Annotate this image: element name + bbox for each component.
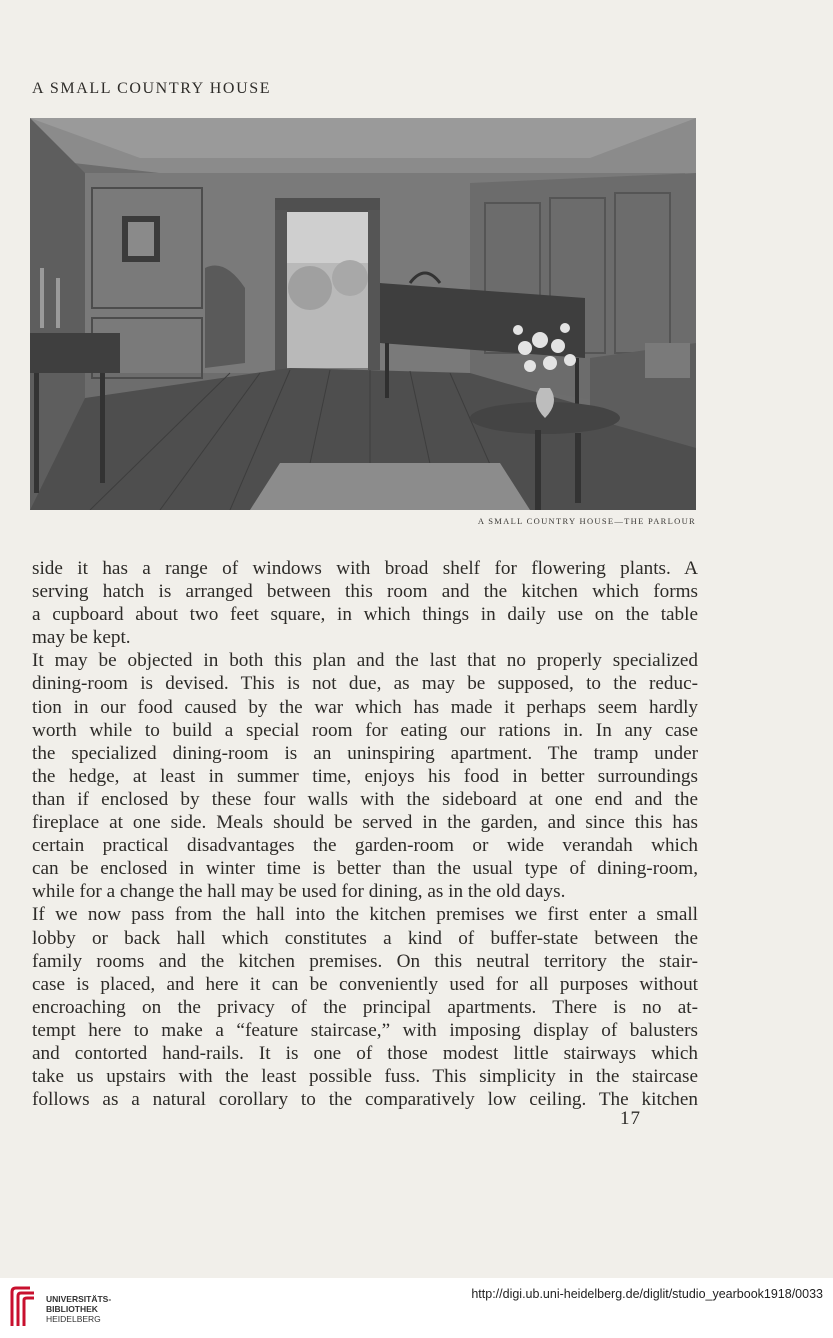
text-line: case is placed, and here it can be conveniently used for all purposes without (32, 973, 698, 995)
text-line: the specialized dining-room is an uninspiring apartment. The tramp under (32, 742, 698, 764)
body-text (32, 557, 698, 1111)
text-line: can be enclosed in winter time is better than the usual type of dining-room, (32, 858, 698, 880)
text-line: follows as a natural corollary to the comparatively low ceiling. The kitchen (32, 1089, 698, 1111)
library-logo-text: UNIVERSITÄTS- BIBLIOTHEK HEIDELBERG (46, 1294, 112, 1324)
text-line: certain practical disadvantages the garden-room or wide verandah which (32, 835, 698, 857)
parlour-illustration (30, 118, 696, 510)
library-logo-icon (8, 1286, 38, 1328)
source-url-link[interactable]: http://digi.ub.uni-heidelberg.de/diglit/studio_yearbook1918/0033 (471, 1287, 823, 1301)
text-line: encroaching on the privacy of the principal apartments. There is no at- (32, 996, 698, 1018)
library-logo[interactable] (8, 1286, 111, 1328)
plate-caption: A SMALL COUNTRY HOUSE—THE PARLOUR (477, 516, 696, 526)
text-line: serving hatch is arranged between this room and the kitchen which forms (32, 581, 698, 603)
text-line: worth while to build a special room for eating our rations in. In any case (32, 719, 698, 741)
text-line: It may be objected in both this plan and the last that no properly specialized (32, 650, 698, 672)
text-line: while for a change the hall may be used for dining, as in the old days. (32, 881, 566, 903)
text-line: tion in our food caused by the war which has made it perhaps seem hardly (32, 696, 698, 718)
text-line: and contorted hand-rails. It is one of those modest little stairways which (32, 1042, 698, 1064)
text-line: If we now pass from the hall into the kitchen premises we first enter a small (32, 904, 698, 926)
text-line: dining-room is devised. This is not due, as may be supposed, to the reduc- (32, 673, 698, 695)
text-line: may be kept. (32, 627, 131, 649)
text-line: side it has a range of windows with broad shelf for flowering plants. A (32, 558, 698, 579)
text-line: lobby or back hall which constitutes a kind of buffer-state between the (32, 927, 698, 949)
text-line: fireplace at one side. Meals should be served in the garden, and since this has (32, 812, 698, 834)
text-line: take us upstairs with the least possible fuss. This simplicity in the staircase (32, 1066, 698, 1088)
library-footer (0, 1278, 833, 1338)
page-number: 17 (620, 1108, 641, 1129)
text-line: tempt here to make a “feature staircase,” with imposing display of balusters (32, 1019, 698, 1041)
text-line: than if enclosed by these four walls with the sideboard at one end and the (32, 788, 698, 810)
text-line: the hedge, at least in summer time, enjoys his food in better surroundings (32, 765, 698, 787)
running-title: A SMALL COUNTRY HOUSE (32, 80, 272, 97)
text-line: a cupboard about two feet square, in which things in daily use on the table (32, 604, 698, 626)
text-line: family rooms and the kitchen premises. On this neutral territory the stair- (32, 950, 698, 972)
